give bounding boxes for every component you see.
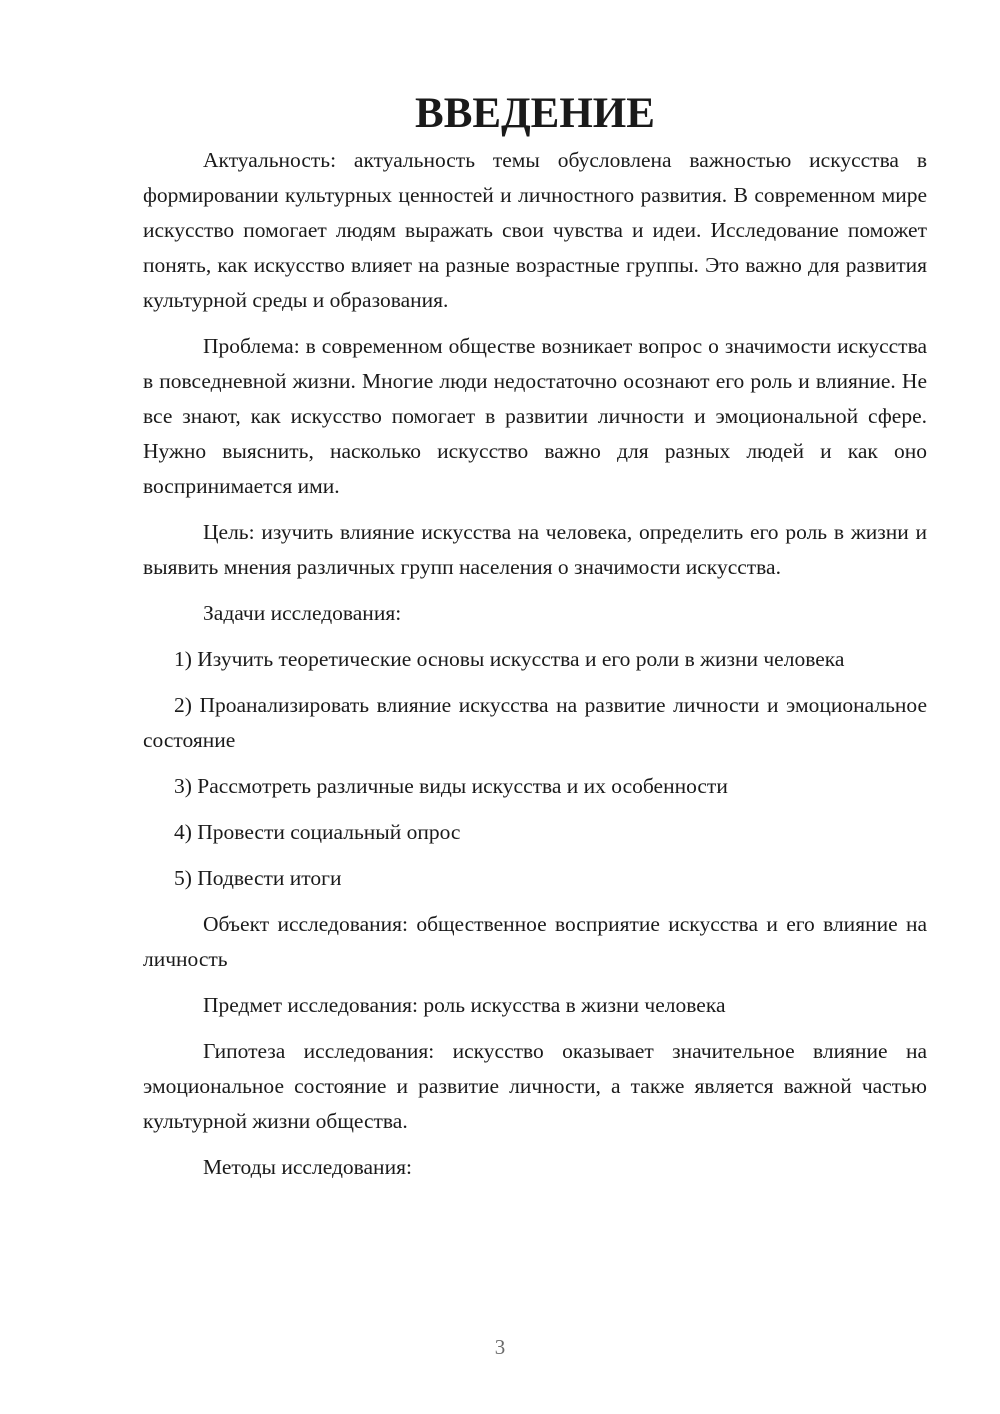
- list-item: 5) Подвести итоги: [174, 866, 342, 890]
- list-item: 4) Провести социальный опрос: [174, 820, 461, 844]
- methods-heading: Методы исследования:: [203, 1155, 412, 1179]
- document-page: [143, 90, 927, 1196]
- object-paragraph: Объект исследования: общественное восприятие искусства и его влияние на личность: [143, 912, 927, 971]
- list-item: 3) Рассмотреть различные виды искусства и их особенности: [174, 774, 728, 798]
- goal-paragraph: Цель: изучить влияние искусства на человека, определить его роль в жизни и выявить мнения различных групп населения о значимости искусства.: [143, 520, 927, 579]
- problem-paragraph: Проблема: в современном обществе возникает вопрос о значимости искусства в повседневной жизни. Многие люди недостаточно осознают его роль и влияние. Не все знают, как искусство помогает в развитии личности и эмоциональной сфере. Нужно выяснить, насколько искусство важно для разных людей и как оно воспринимается ими.: [143, 334, 927, 498]
- tasks-list: [143, 642, 927, 896]
- list-item: 1) Изучить теоретические основы искусства и его роли в жизни человека: [174, 647, 845, 671]
- list-item: 2) Проанализировать влияние искусства на развитие личности и эмоциональное состояние: [143, 693, 927, 752]
- page-number: 3: [494, 1335, 506, 1359]
- relevance-paragraph: Актуальность: актуальность темы обусловлена важностью искусства в формировании культурных ценностей и личностного развития. В современном мире искусство помогает людям выражать свои чувства и идеи. Исследование поможет понять, как искусство влияет на разные возрастные группы. Это важно для развития культурной среды и образования.: [143, 148, 927, 312]
- hypothesis-paragraph: Гипотеза исследования: искусство оказывает значительное влияние на эмоциональное состояние и развитие личности, а также является важной частью культурной жизни общества.: [143, 1039, 927, 1133]
- tasks-heading: Задачи исследования:: [203, 601, 402, 625]
- subject-paragraph: Предмет исследования: роль искусства в жизни человека: [203, 993, 726, 1017]
- section-title: ВВЕДЕНИЕ: [415, 90, 655, 137]
